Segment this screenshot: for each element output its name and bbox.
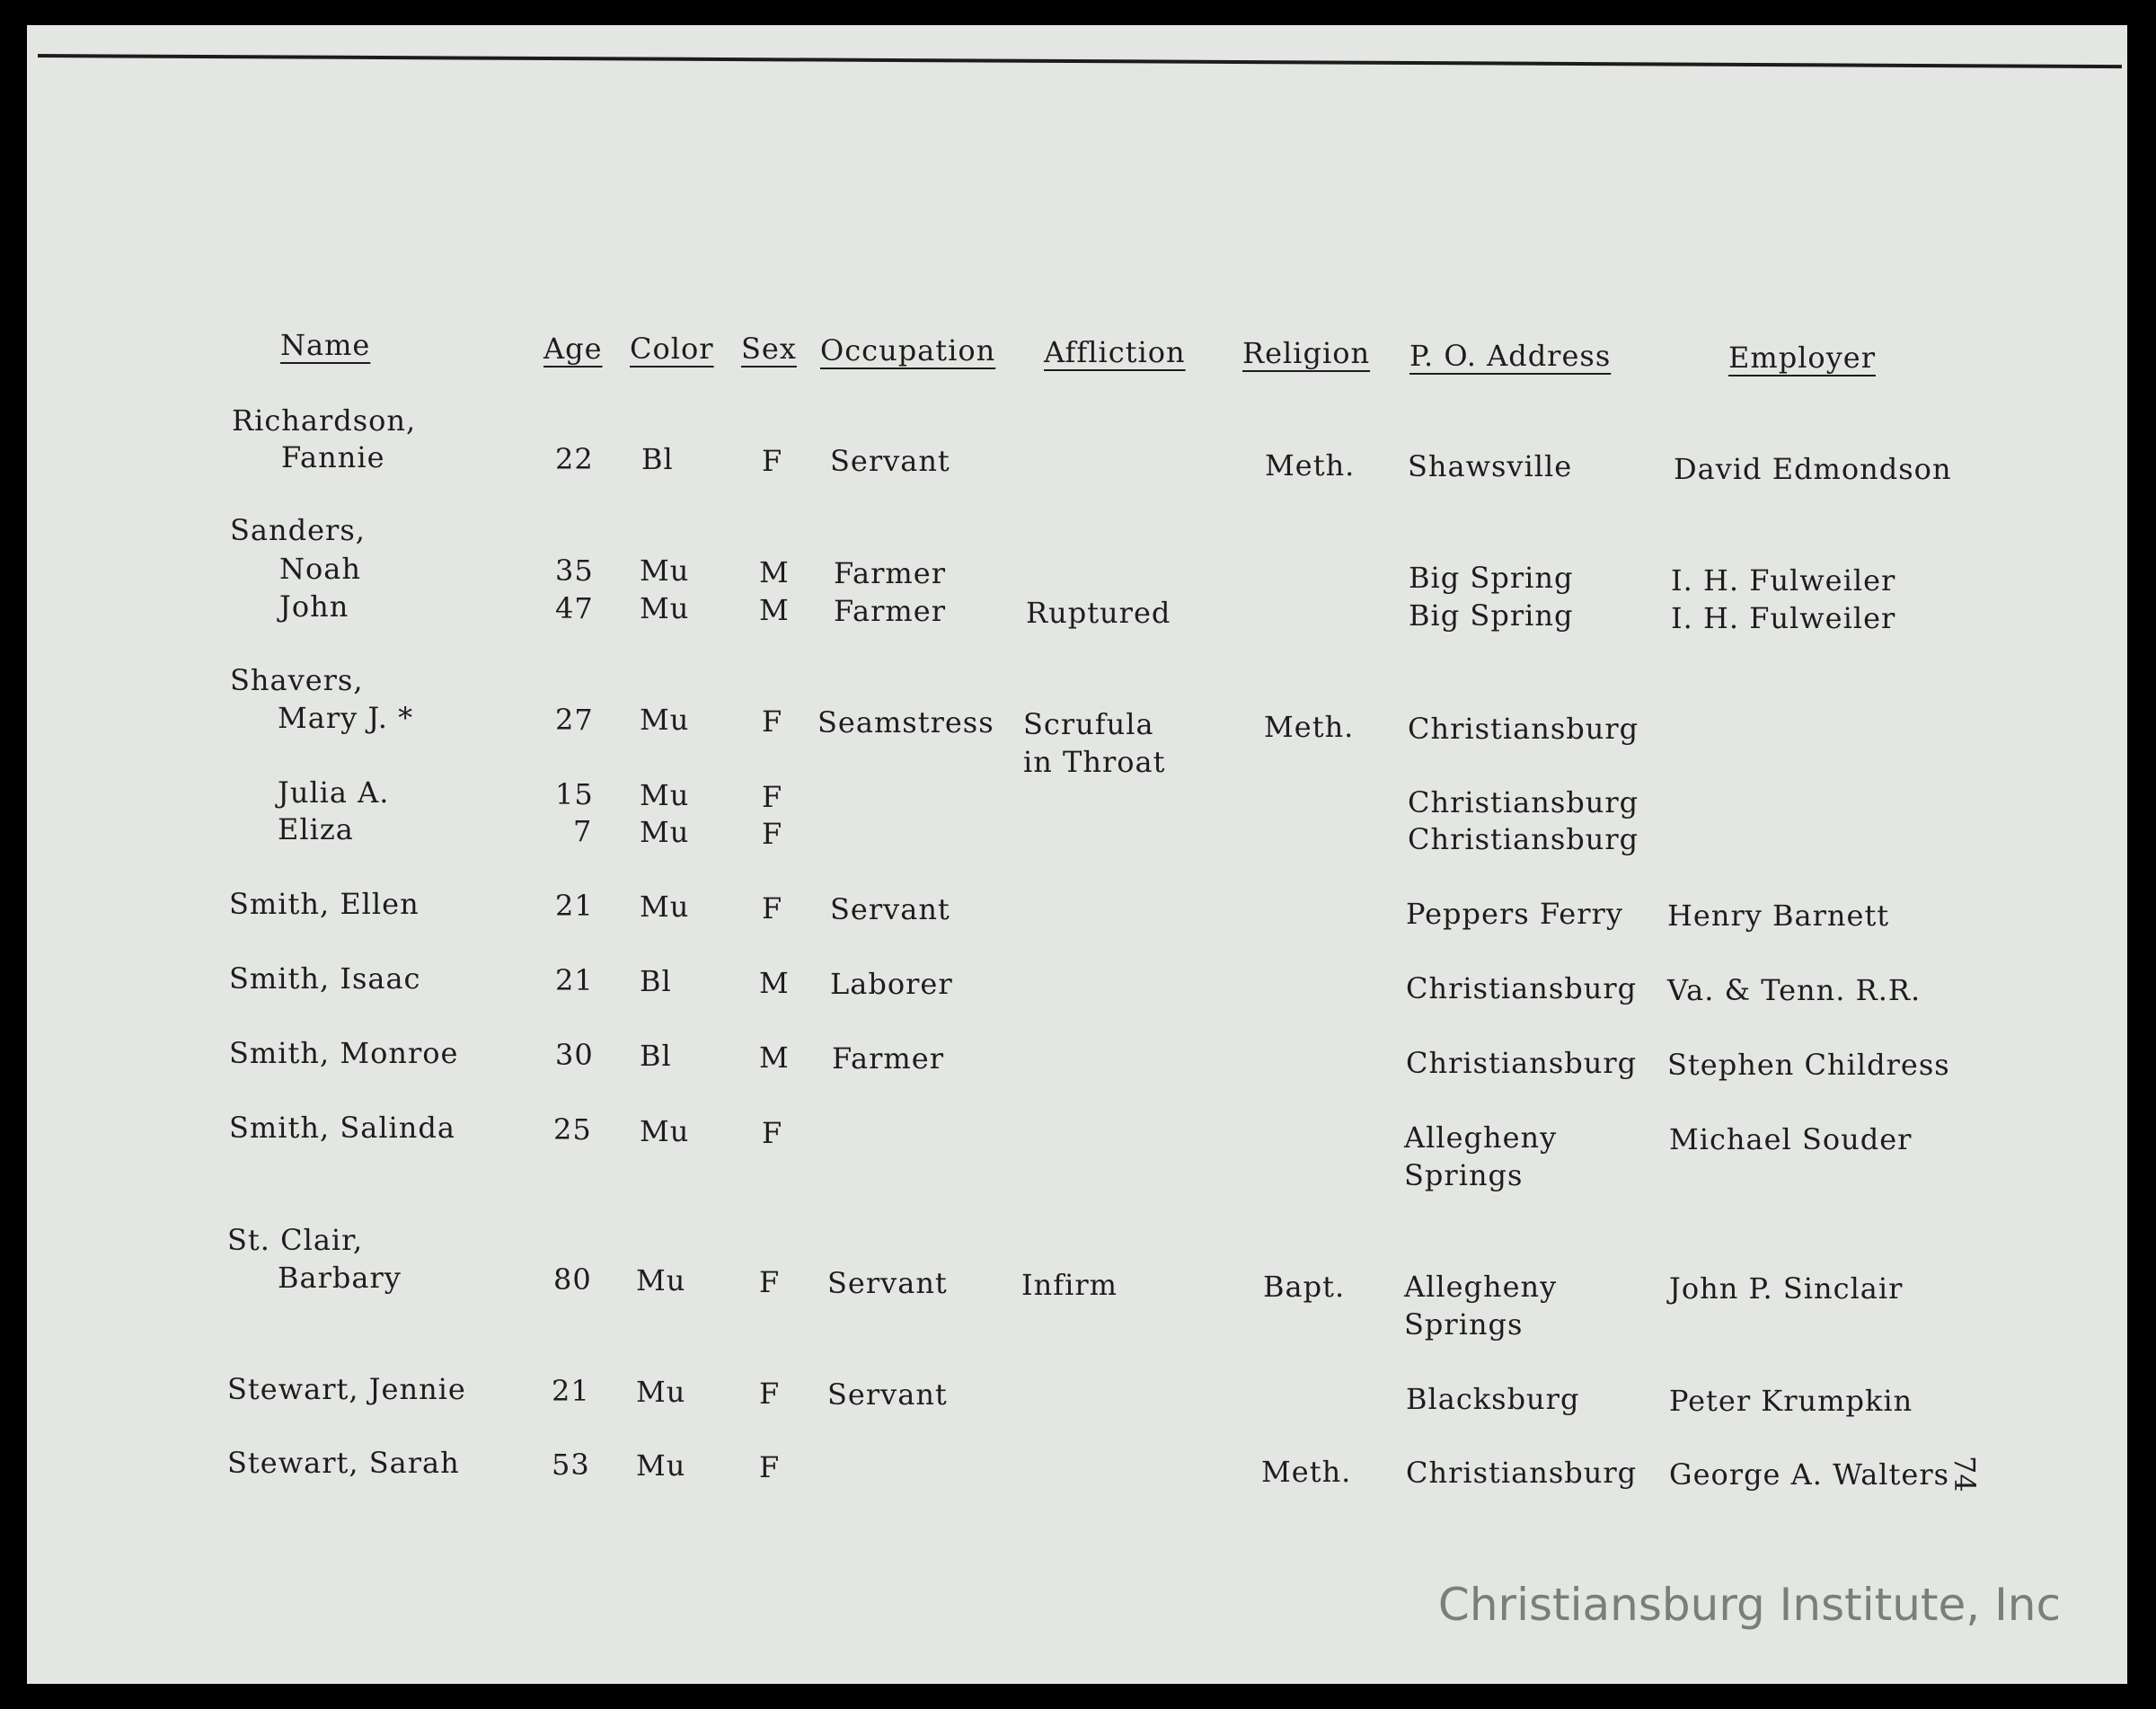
row-color: Mu	[640, 815, 690, 849]
header-employer: Employer	[1728, 341, 1876, 375]
row-age: 15	[555, 777, 594, 811]
row-color: Mu	[636, 1375, 686, 1409]
row-color: Mu	[640, 778, 690, 812]
row-employer: Henry Barnett	[1667, 899, 1890, 933]
header-religion: Religion	[1242, 336, 1371, 370]
row-name: Noah	[279, 552, 361, 586]
row-color: Mu	[636, 1263, 686, 1297]
row-religion: Meth.	[1264, 710, 1355, 744]
row-sex: F	[762, 891, 783, 925]
header-age: Age	[543, 332, 603, 366]
row-employer: I. H. Fulweiler	[1671, 601, 1896, 635]
row-name: Mary J. *	[278, 701, 414, 735]
row-address: Allegheny	[1404, 1120, 1558, 1155]
row-age: 80	[553, 1262, 592, 1297]
row-occupation: Servant	[830, 444, 950, 478]
row-address: Peppers Ferry	[1406, 897, 1623, 931]
row-occupation: Servant	[827, 1377, 948, 1412]
row-sex: M	[759, 593, 790, 627]
header-affliction: Affliction	[1044, 335, 1186, 369]
row-address: Christiansburg	[1406, 1046, 1638, 1080]
row-name: Smith, Salinda	[229, 1111, 455, 1145]
watermark-text: Christiansburg Institute, Inc	[1437, 1579, 2061, 1631]
row-sex: F	[762, 444, 783, 478]
row-family-name: St. Clair,	[227, 1223, 364, 1257]
row-occupation: Servant	[827, 1266, 948, 1300]
row-age: 21	[555, 889, 594, 923]
header-occupation: Occupation	[820, 333, 996, 367]
row-family-name: Richardson,	[232, 403, 417, 438]
row-employer: David Edmondson	[1674, 452, 1952, 486]
row-affliction-continued: in Throat	[1023, 745, 1166, 779]
row-occupation: Laborer	[830, 967, 953, 1001]
page-number: 74	[1948, 1456, 1982, 1492]
row-address: Christiansburg	[1408, 822, 1639, 856]
row-name: Fannie	[281, 440, 385, 474]
row-address: Allegheny	[1404, 1270, 1558, 1304]
row-address: Christiansburg	[1408, 785, 1639, 819]
row-employer: Michael Souder	[1669, 1122, 1913, 1156]
row-age: 25	[553, 1112, 592, 1147]
row-age: 21	[555, 963, 594, 997]
row-address: Big Spring	[1409, 561, 1574, 595]
row-employer: John P. Sinclair	[1669, 1271, 1904, 1306]
row-name: Smith, Ellen	[229, 887, 420, 921]
row-employer: Stephen Childress	[1667, 1048, 1950, 1082]
row-color: Bl	[641, 442, 674, 476]
row-age: 53	[552, 1448, 590, 1482]
row-religion: Bapt.	[1263, 1270, 1346, 1304]
row-name: Julia A.	[278, 775, 390, 810]
row-affliction: Ruptured	[1026, 596, 1171, 630]
row-name: Barbary	[278, 1261, 402, 1295]
row-address: Big Spring	[1409, 598, 1574, 633]
row-employer: George A. Walters	[1669, 1457, 1950, 1492]
row-sex: F	[759, 1377, 781, 1411]
row-color: Bl	[640, 964, 672, 998]
document-page	[27, 25, 2127, 1684]
header-sex: Sex	[741, 332, 797, 366]
row-color: Mu	[636, 1448, 686, 1483]
row-occupation: Farmer	[834, 556, 946, 590]
header-name: Name	[280, 328, 371, 362]
row-occupation: Farmer	[832, 1041, 944, 1076]
row-family-name: Shavers,	[230, 663, 364, 697]
row-occupation: Seamstress	[817, 705, 994, 739]
row-sex: M	[759, 966, 790, 1000]
header-color: Color	[630, 332, 714, 366]
row-color: Mu	[640, 591, 690, 625]
row-sex: M	[759, 1040, 790, 1075]
row-employer: Peter Krumpkin	[1669, 1384, 1913, 1418]
row-religion: Meth.	[1265, 448, 1356, 483]
row-age: 22	[555, 442, 594, 476]
row-age: 30	[555, 1038, 594, 1072]
row-sex: F	[759, 1265, 781, 1299]
row-color: Mu	[640, 1114, 690, 1148]
row-affliction: Infirm	[1021, 1268, 1118, 1302]
row-name: John	[279, 589, 349, 624]
row-address: Christiansburg	[1406, 971, 1638, 1005]
row-color: Mu	[640, 890, 690, 924]
row-name: Smith, Isaac	[229, 961, 421, 996]
row-sex: F	[762, 780, 783, 814]
row-occupation: Servant	[830, 892, 950, 926]
row-sex: F	[762, 817, 783, 851]
row-name: Eliza	[278, 812, 354, 846]
row-age: 21	[552, 1374, 590, 1408]
row-religion: Meth.	[1261, 1455, 1352, 1489]
row-age: 27	[555, 703, 594, 737]
row-address: Shawsville	[1408, 449, 1573, 483]
row-employer: Va. & Tenn. R.R.	[1667, 973, 1922, 1007]
row-color: Mu	[640, 553, 690, 588]
row-address: Blacksburg	[1406, 1382, 1580, 1416]
row-family-name: Sanders,	[230, 513, 366, 547]
row-color: Bl	[640, 1039, 672, 1073]
row-address-continued: Springs	[1404, 1158, 1524, 1192]
row-name: Stewart, Jennie	[227, 1372, 466, 1406]
row-employer: I. H. Fulweiler	[1671, 563, 1896, 598]
row-address: Christiansburg	[1408, 712, 1639, 746]
row-sex: F	[762, 1116, 783, 1150]
row-address-continued: Springs	[1404, 1307, 1524, 1342]
row-sex: F	[762, 704, 783, 739]
row-sex: F	[759, 1450, 781, 1484]
row-name: Stewart, Sarah	[227, 1446, 460, 1480]
row-age: 35	[555, 553, 594, 588]
row-name: Smith, Monroe	[229, 1036, 459, 1070]
row-affliction: Scrufula	[1023, 707, 1154, 741]
row-occupation: Farmer	[834, 594, 946, 628]
row-color: Mu	[640, 703, 690, 737]
row-age: 7	[573, 814, 593, 848]
row-address: Christiansburg	[1406, 1456, 1638, 1490]
row-age: 47	[555, 591, 594, 625]
row-sex: M	[759, 555, 790, 589]
header-address: P. O. Address	[1409, 339, 1612, 373]
